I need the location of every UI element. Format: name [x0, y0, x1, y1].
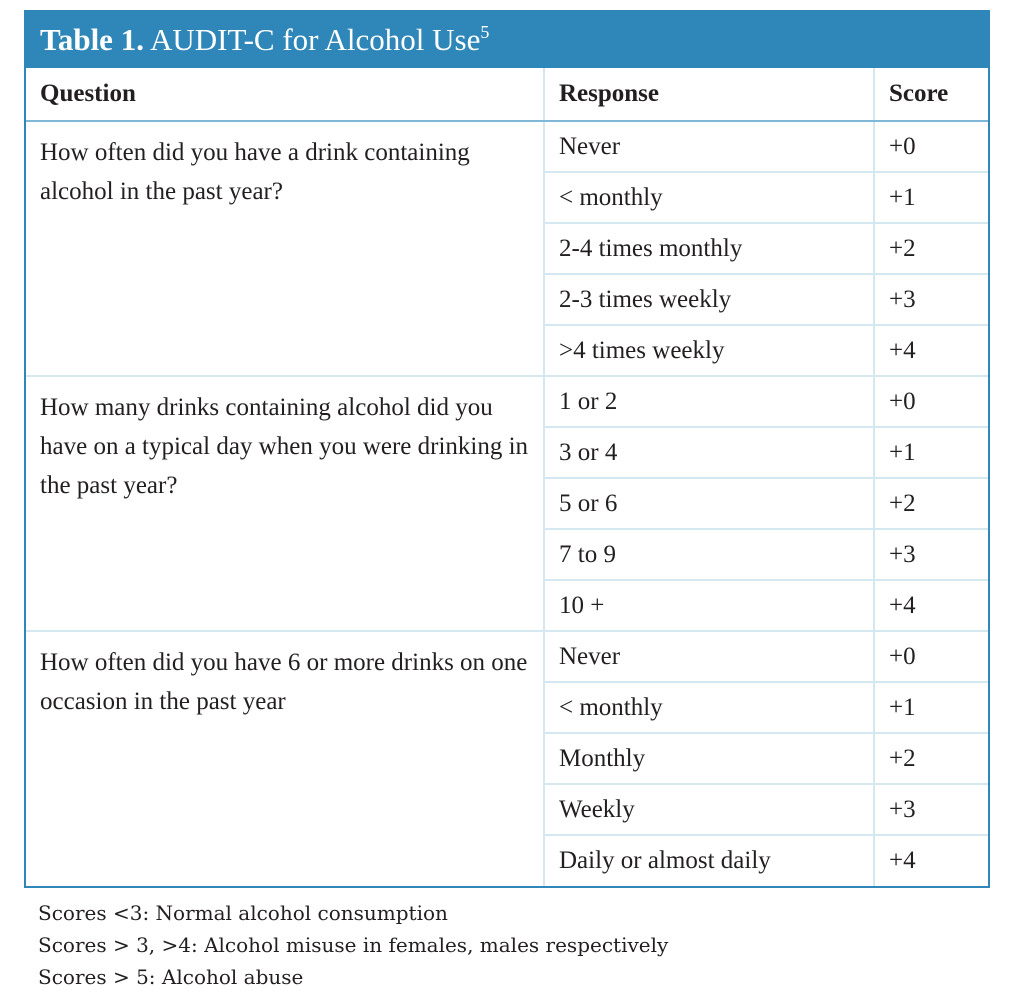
response-cell: 3 or 4 [544, 427, 874, 478]
response-cell: Never [544, 631, 874, 682]
table-row [26, 376, 988, 427]
score-cell: +1 [874, 172, 988, 223]
score-cell: +2 [874, 733, 988, 784]
response-cell: Never [544, 121, 874, 172]
response-cell: 5 or 6 [544, 478, 874, 529]
table-title-bar [26, 12, 988, 68]
response-cell: 7 to 9 [544, 529, 874, 580]
table-row [26, 121, 988, 172]
score-cell: +0 [874, 121, 988, 172]
response-cell: 10 + [544, 580, 874, 631]
score-cell: +2 [874, 478, 988, 529]
question-cell: How often did you have 6 or more drinks on one occasion in the past year [40, 649, 528, 715]
response-cell: < monthly [544, 172, 874, 223]
score-table [26, 68, 988, 886]
score-cell: +1 [874, 427, 988, 478]
response-cell: 1 or 2 [544, 376, 874, 427]
column-header-question: Question [26, 68, 544, 121]
note-abuse: Scores > 5: Alcohol abuse [38, 965, 304, 989]
response-cell: Weekly [544, 784, 874, 835]
score-cell: +0 [874, 631, 988, 682]
column-header-score: Score [874, 68, 988, 121]
score-cell: +4 [874, 580, 988, 631]
score-notes [38, 897, 668, 993]
note-normal: Scores <3: Normal alcohol consumption [38, 901, 448, 925]
response-cell: 2-3 times weekly [544, 274, 874, 325]
question-cell: How often did you have a drink containing alcohol in the past year? [26, 121, 544, 376]
response-cell: >4 times weekly [544, 325, 874, 376]
footnote-reference: 5 [480, 22, 490, 42]
column-header-response: Response [544, 68, 874, 121]
response-cell: Daily or almost daily [544, 835, 874, 886]
score-cell: +0 [874, 376, 988, 427]
table-title: AUDIT-C for Alcohol Use [150, 22, 481, 57]
score-cell: +4 [874, 835, 988, 886]
score-cell: +3 [874, 274, 988, 325]
response-cell: < monthly [544, 682, 874, 733]
score-cell: +4 [874, 325, 988, 376]
table-label: Table 1. [40, 22, 144, 57]
question-cell: How many drinks containing alcohol did you have on a typical day when you were drinking in the past year? [26, 376, 544, 631]
score-cell: +3 [874, 784, 988, 835]
header-row [26, 68, 988, 121]
response-cell: 2-4 times monthly [544, 223, 874, 274]
audit-c-table [24, 10, 990, 888]
table-row [26, 631, 988, 682]
score-cell: +3 [874, 529, 988, 580]
note-misuse: Scores > 3, >4: Alcohol misuse in females, males respectively [38, 933, 669, 957]
score-cell: +2 [874, 223, 988, 274]
table-body [26, 121, 988, 886]
response-cell: Monthly [544, 733, 874, 784]
score-cell: +1 [874, 682, 988, 733]
